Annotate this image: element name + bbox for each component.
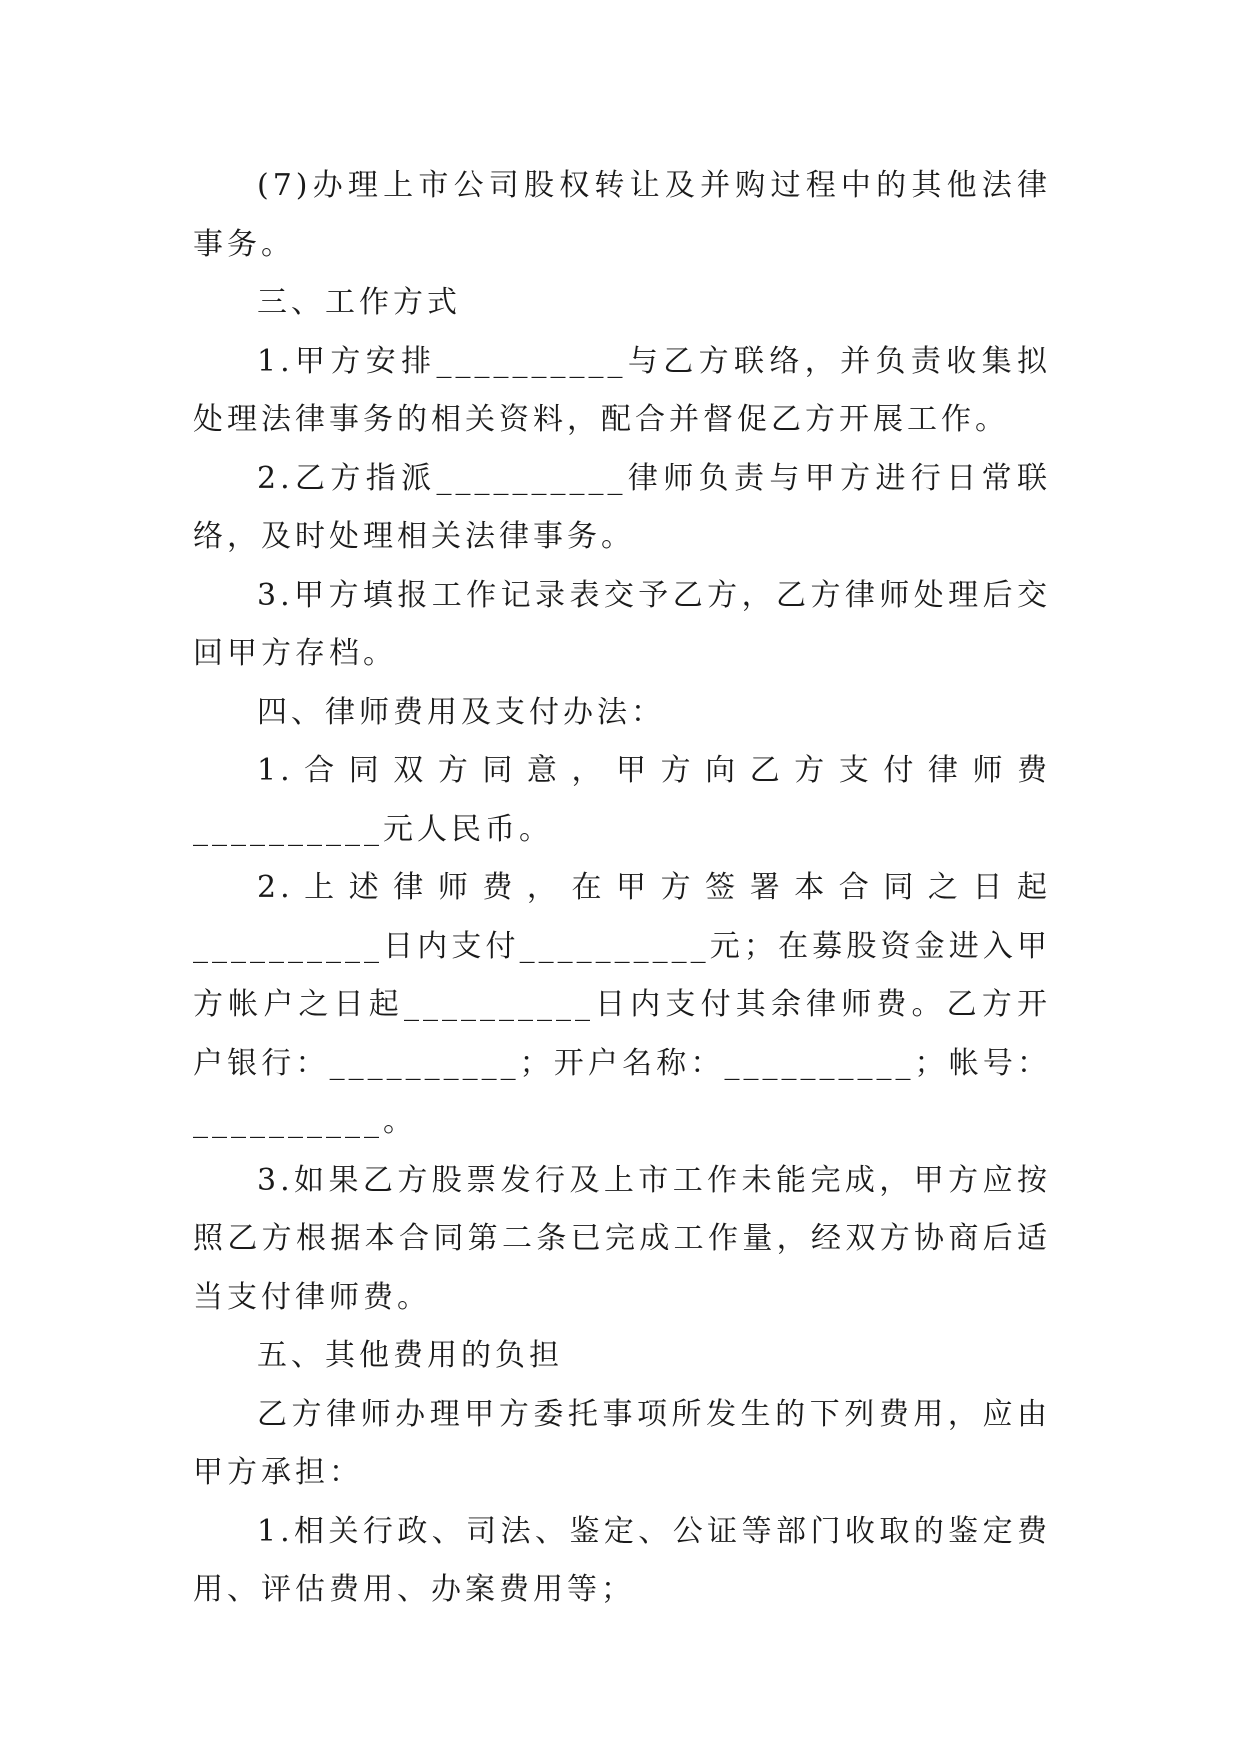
section-title-other-costs: 五、其他费用的负担: [257, 1338, 563, 1373]
clause-item-7: (7)办理上市公司股权转让及并购过程中的其他法律事务。: [193, 168, 1051, 262]
clause-lawyer-fees-2: 2.上述律师费，在甲方签署本合同之日起__________日内支付__________元；在募股资金进入甲方帐户之日起__________日内支付其余律师费。乙方开户银行：__________；开户名称：__________；帐号：__________。: [193, 870, 1051, 1139]
section-title-work-method: 三、工作方式: [257, 285, 461, 320]
clause-work-method-2: 2.乙方指派__________律师负责与甲方进行日常联络，及时处理相关法律事务。: [193, 460, 1051, 554]
document-body: [193, 157, 1051, 1620]
clause-work-method-1: 1.甲方安排__________与乙方联络，并负责收集拟处理法律事务的相关资料，配合并督促乙方开展工作。: [193, 343, 1051, 437]
clause-other-costs-1: 1.相关行政、司法、鉴定、公证等部门收取的鉴定费用、评估费用、办案费用等；: [193, 1513, 1051, 1607]
clause-other-costs-intro: 乙方律师办理甲方委托事项所发生的下列费用，应由甲方承担：: [193, 1396, 1051, 1490]
clause-work-method-3: 3.甲方填报工作记录表交予乙方，乙方律师处理后交回甲方存档。: [193, 577, 1051, 671]
section-title-lawyer-fees: 四、律师费用及支付办法：: [257, 694, 665, 730]
clause-lawyer-fees-3: 3.如果乙方股票发行及上市工作未能完成，甲方应按照乙方根据本合同第二条已完成工作量，经双方协商后适当支付律师费。: [193, 1162, 1051, 1315]
clause-lawyer-fees-1: 1.合同双方同意，甲方向乙方支付律师费__________元人民币。: [193, 753, 1051, 847]
